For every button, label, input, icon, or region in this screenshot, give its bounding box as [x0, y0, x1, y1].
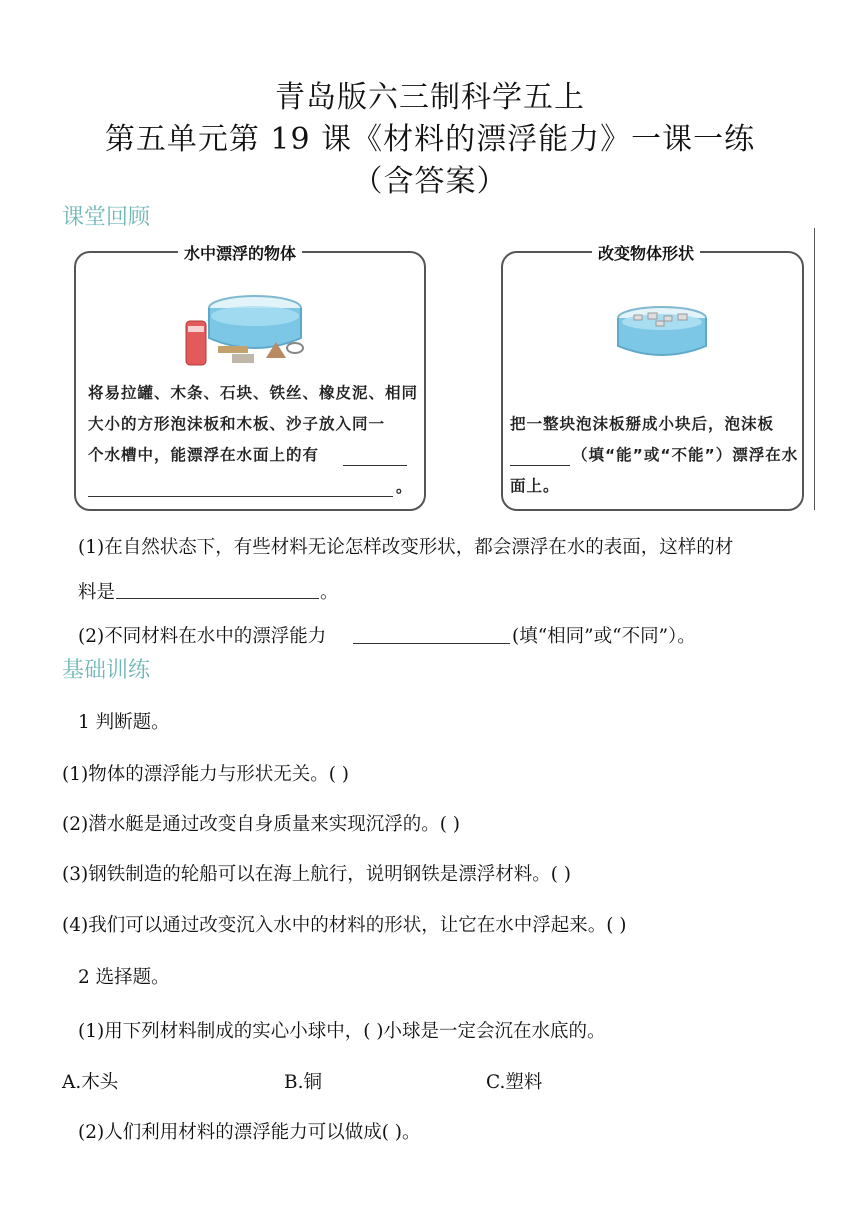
judge-item-3: (3)钢铁制造的轮船可以在海上航行，说明钢铁是漂浮材料。( )	[62, 864, 572, 885]
review-question-1-blank[interactable]	[116, 598, 319, 599]
title-line-3: （含答案）	[352, 164, 508, 199]
change-shape-box-title: 改变物体形状	[592, 241, 700, 264]
change-shape-line-1: 把一整块泡沫板掰成小块后，泡沫板	[510, 415, 775, 433]
title-line-2: 第五单元第 19 课《材料的漂浮能力》一课一练	[104, 122, 756, 157]
change-shape-line-2: （填“能”或“不能”）漂浮在水	[572, 446, 799, 464]
floating-objects-line-4-end: 。	[396, 478, 413, 496]
choice-question-2: (2)人们利用材料的漂浮能力可以做成( )。	[78, 1122, 421, 1143]
floating-objects-blank-1[interactable]	[343, 465, 407, 466]
floating-objects-blank-2[interactable]	[88, 496, 393, 497]
judge-item-1: (1)物体的漂浮能力与形状无关。( )	[62, 764, 350, 785]
water-tank-objects-illustration	[180, 286, 330, 372]
section-heading-review: 课堂回顾	[62, 205, 151, 230]
review-question-1-prefix: 料是	[78, 582, 116, 603]
choice-option-b: B.铜	[284, 1072, 322, 1093]
floating-objects-box-title: 水中漂浮的物体	[178, 241, 302, 264]
floating-objects-line-1: 将易拉罐、木条、石块、铁丝、橡皮泥、相同	[88, 384, 419, 402]
title-line-1: 青岛版六三制科学五上	[275, 80, 585, 115]
floating-objects-line-2: 大小的方形泡沫板和木板、沙子放入同一	[88, 415, 386, 433]
choice-question-1: (1)用下列材料制成的实心小球中，( )小球是一定会沉在水底的。	[78, 1021, 606, 1042]
change-shape-line-3: 面上。	[510, 477, 560, 495]
change-shape-blank[interactable]	[510, 465, 570, 466]
review-question-1-suffix: 。	[320, 582, 339, 603]
judge-item-2: (2)潜水艇是通过改变自身质量来实现沉浮的。( )	[62, 814, 461, 835]
judge-item-4: (4)我们可以通过改变沉入水中的材料的形状，让它在水中浮起来。( )	[62, 915, 627, 936]
review-question-1-line-1: (1)在自然状态下，有些材料无论怎样改变形状，都会漂浮在水的表面，这样的材	[78, 537, 734, 558]
right-edge-line	[814, 228, 815, 510]
floating-objects-line-3: 个水槽中，能漂浮在水面上的有	[88, 446, 320, 464]
review-question-2-blank[interactable]	[353, 643, 510, 644]
water-tank-foam-illustration	[612, 300, 712, 370]
judge-heading: 1 判断题。	[78, 712, 170, 733]
section-heading-training: 基础训练	[62, 658, 151, 683]
choice-option-c: C.塑料	[486, 1072, 543, 1093]
choice-option-a: A.木头	[62, 1072, 119, 1093]
review-question-2-suffix: (填“相同”或“不同”）。	[512, 626, 696, 647]
review-question-2-prefix: (2)不同材料在水中的漂浮能力	[78, 626, 327, 647]
choice-heading: 2 选择题。	[78, 967, 170, 988]
